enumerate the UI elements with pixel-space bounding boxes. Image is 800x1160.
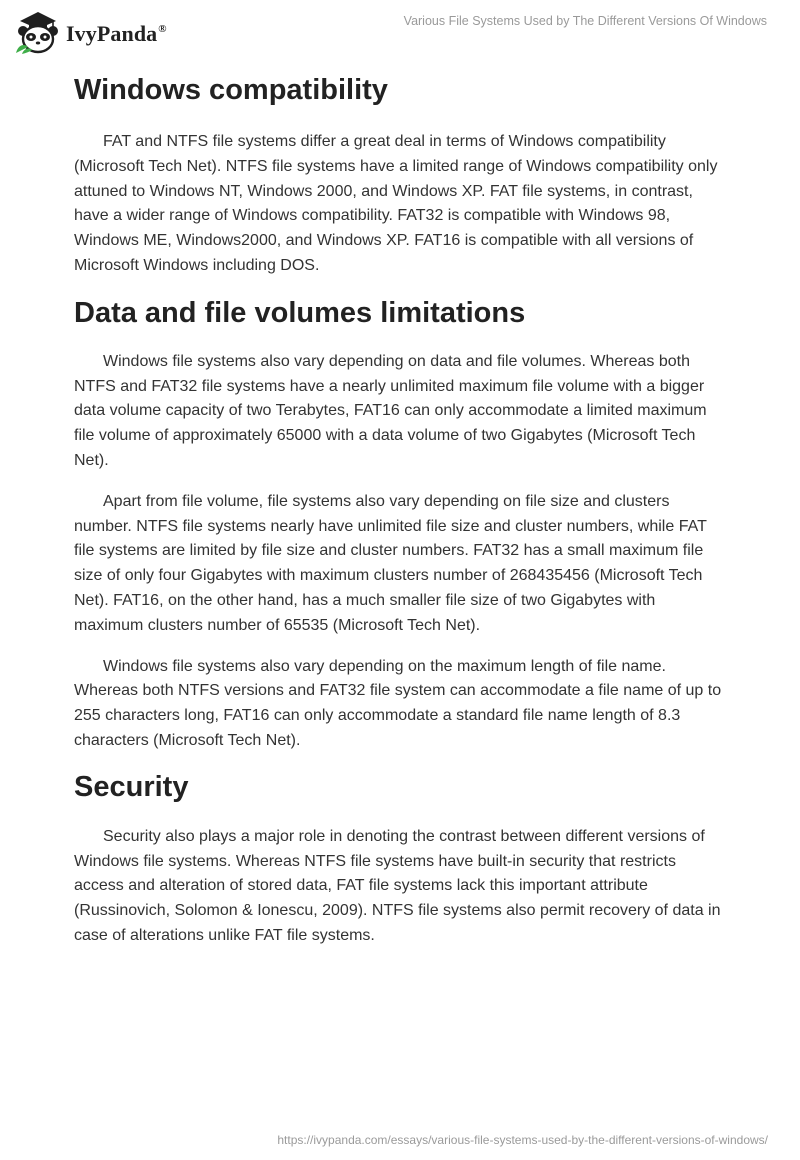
paragraph: Security also plays a major role in denoting the contrast between different versions of Windows file systems. Whereas NTFS file systems have built-in security that restricts access and alteration of stored data, FAT file systems lack this important attribute (Russinovich, Solomon & Ionescu, 2009). NTFS file systems also permit recovery of data in case of alterations unlike FAT file systems. (74, 827, 721, 944)
article-body (74, 72, 729, 949)
paragraph: FAT and NTFS file systems differ a great deal in terms of Windows compatibility (Microsoft Tech Net). NTFS file systems have a limited range of Windows compatibility only attuned to Windows NT, Windows 2000, and Windows XP. FAT file systems, in contrast, have a wider range of Windows compatibility. FAT32 is compatible with Windows 98, Windows ME, Windows2000, and Windows XP. FAT16 is compatible with all versions of Microsoft Windows including DOS. (74, 133, 718, 274)
paragraph: Windows file systems also vary depending on data and file volumes. Whereas both NTFS and FAT32 file systems have a nearly unlimited maximum file volume with a bigger data volume capacity of two Terabytes, FAT16 can only accommodate a limited maximum file volume of approximately 65000 with a data volume of two Gigabytes (Microsoft Tech Net). (74, 352, 707, 469)
heading-data-file-volumes: Data and file volumes limitations (74, 296, 526, 329)
heading-security: Security (74, 770, 189, 803)
panda-graduate-icon (14, 9, 62, 55)
paragraph: Apart from file volume, file systems also vary depending on file size and clusters number. NTFS file systems nearly have unlimited file size and cluster numbers, while FAT file systems are limited by file size and cluster numbers. FAT32 has a small maximum file size of only four Gigabytes with maximum clusters number of 268435456 (Microsoft Tech Net). FAT16, on the other hand, has a much smaller file size of two Gigabytes with maximum clusters number of 65535 (Microsoft Tech Net). (74, 492, 707, 634)
paragraph: Windows file systems also vary depending on the maximum length of file name. Whereas both NTFS versions and FAT32 file system can accommodate a file name of up to 255 characters long, FAT16 can only accommodate a standard file name length of 8.3 characters (Microsoft Tech Net). (74, 657, 722, 749)
source-url-link[interactable]: https://ivypanda.com/essays/various-file-systems-used-by-the-different-versions-of-windows/ (277, 1133, 768, 1147)
heading-windows-compatibility: Windows compatibility (74, 74, 388, 106)
page-header (0, 0, 800, 60)
brand-name: IvyPanda® (66, 21, 167, 46)
ivypanda-logo-link[interactable] (14, 9, 167, 55)
document-title: Various File Systems Used by The Different Versions Of Windows (403, 14, 767, 28)
